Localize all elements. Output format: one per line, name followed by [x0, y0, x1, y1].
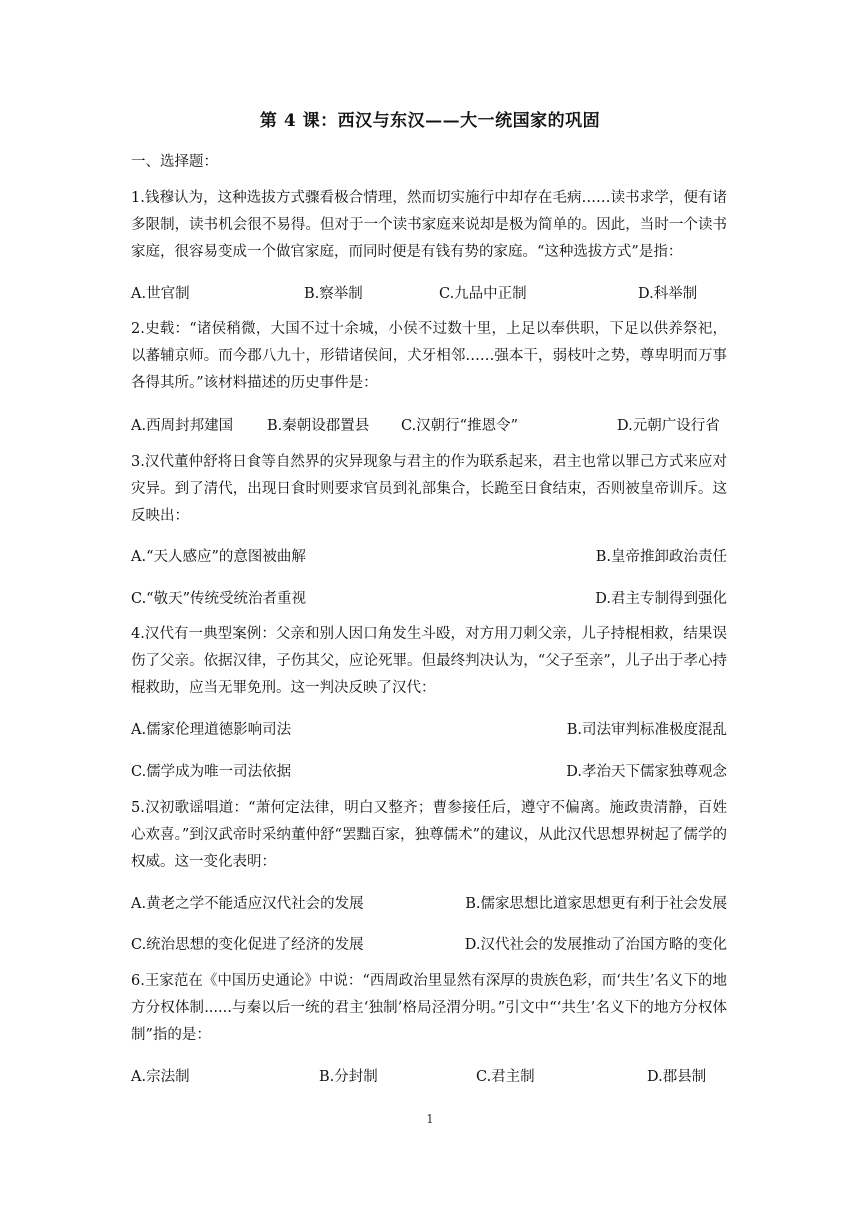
- section-heading: 一、选择题：: [131, 154, 218, 170]
- question-3-option-c: C.“敬天”传统受统治者重视: [131, 591, 307, 607]
- question-1-option-d: D.科举制: [638, 286, 698, 302]
- question-2-option-a: A.西周封邦建国: [131, 418, 234, 434]
- page-number: 1: [426, 1112, 434, 1126]
- question-3-stem: 3.汉代董仲舒将日食等自然界的灾异现象与君主的作为联系起来，君主也常以罪己方式来应对灾异。到了清代，出现日食时则要求官员到礼部集合，长跪至日食结束，否则被皇帝训斥。这反映出：: [131, 454, 727, 524]
- question-2-option-c: C.汉朝行“推恩令”: [401, 418, 519, 434]
- question-6-stem: 6.王家范在《中国历史通论》中说：“西周政治里显然有深厚的贵族色彩，而‘共生’名义下的地方分权体制......与秦以后一统的君主‘独制’格局泾渭分明。”引文中“‘共生’名义下的地方分权体制”指的是：: [131, 973, 727, 1043]
- question-2-option-d: D.元朝广设行省: [617, 418, 720, 434]
- question-4-options-row-1: [131, 718, 727, 738]
- question-6-option-b: B.分封制: [319, 1069, 378, 1085]
- question-5-option-b: B.儒家思想比道家思想更有利于社会发展: [465, 896, 727, 912]
- question-6-option-d: D.郡县制: [647, 1069, 707, 1085]
- question-5-option-c: C.统治思想的变化促进了经济的发展: [131, 937, 364, 953]
- question-5-stem: 5.汉初歌谣唱道：“萧何定法律，明白又整齐；曹参接任后，遵守不偏离。施政贵清静，百姓心欢喜。”到汉武帝时采纳董仲舒“罢黜百家，独尊儒术”的建议，从此汉代思想界树起了儒学的权威。这一变化表明：: [131, 800, 727, 870]
- question-4-stem: 4.汉代有一典型案例：父亲和别人因口角发生斗殴，对方用刀刺父亲，儿子持棍相救，结果误伤了父亲。依据汉律，子伤其父，应论死罪。但最终判决认为，“父子至亲”，儿子出于孝心持棍救助，应当无罪免刑。这一判决反映了汉代：: [131, 626, 727, 696]
- question-3-options-row-1: [131, 545, 727, 565]
- question-4-option-c: C.儒学成为唯一司法依据: [131, 764, 292, 780]
- question-1-option-a: A.世官制: [131, 286, 190, 302]
- question-5-option-a: A.黄老之学不能适应汉代社会的发展: [131, 896, 364, 912]
- question-4-option-b: B.司法审判标准极度混乱: [566, 722, 727, 738]
- question-2-options: [131, 414, 727, 434]
- question-4-option-a: A.儒家伦理道德影响司法: [131, 722, 292, 738]
- question-4-option-d: D.孝治天下儒家独尊观念: [566, 764, 727, 780]
- question-1-option-c: C.九品中正制: [439, 286, 527, 302]
- question-2-option-b: B.秦朝设郡置县: [267, 418, 370, 434]
- question-1-option-b: B.察举制: [304, 286, 363, 302]
- question-3-options-row-2: [131, 587, 727, 607]
- question-2-stem: 2.史载：“诸侯稍微，大国不过十余城，小侯不过数十里，上足以奉供职，下足以供养祭祀，以蕃辅京师。而今郡八九十，形错诸侯间，犬牙相邻……强本干，弱枝叶之势，尊卑明而万事各得其所。”该材料描述的历史事件是：: [131, 321, 727, 391]
- question-3-option-d: D.君主专制得到强化: [595, 591, 727, 607]
- question-4-options-row-2: [131, 760, 727, 780]
- question-5-options-row-1: [131, 892, 727, 912]
- question-5-option-d: D.汉代社会的发展推动了治国方略的变化: [464, 937, 727, 953]
- question-1-options: [131, 282, 727, 302]
- question-6-options: [131, 1065, 727, 1085]
- question-1-stem: 1.钱穆认为，这种选拔方式骤看极合情理，然而切实施行中却存在毛病……读书求学，便有诸多限制，读书机会很不易得。但对于一个读书家庭来说却是极为简单的。因此，当时一个读书家庭，很容易变成一个做官家庭，而同时便是有钱有势的家庭。“这种选拔方式”是指：: [131, 190, 727, 260]
- question-6-option-a: A.宗法制: [131, 1069, 190, 1085]
- question-6-option-c: C.君主制: [476, 1069, 535, 1085]
- question-3-option-a: A.“天人感应”的意图被曲解: [131, 549, 306, 565]
- question-5-options-row-2: [131, 933, 727, 953]
- page-title: 第 4 课：西汉与东汉——大一统国家的巩固: [259, 111, 601, 131]
- question-3-option-b: B.皇帝推卸政治责任: [595, 549, 727, 565]
